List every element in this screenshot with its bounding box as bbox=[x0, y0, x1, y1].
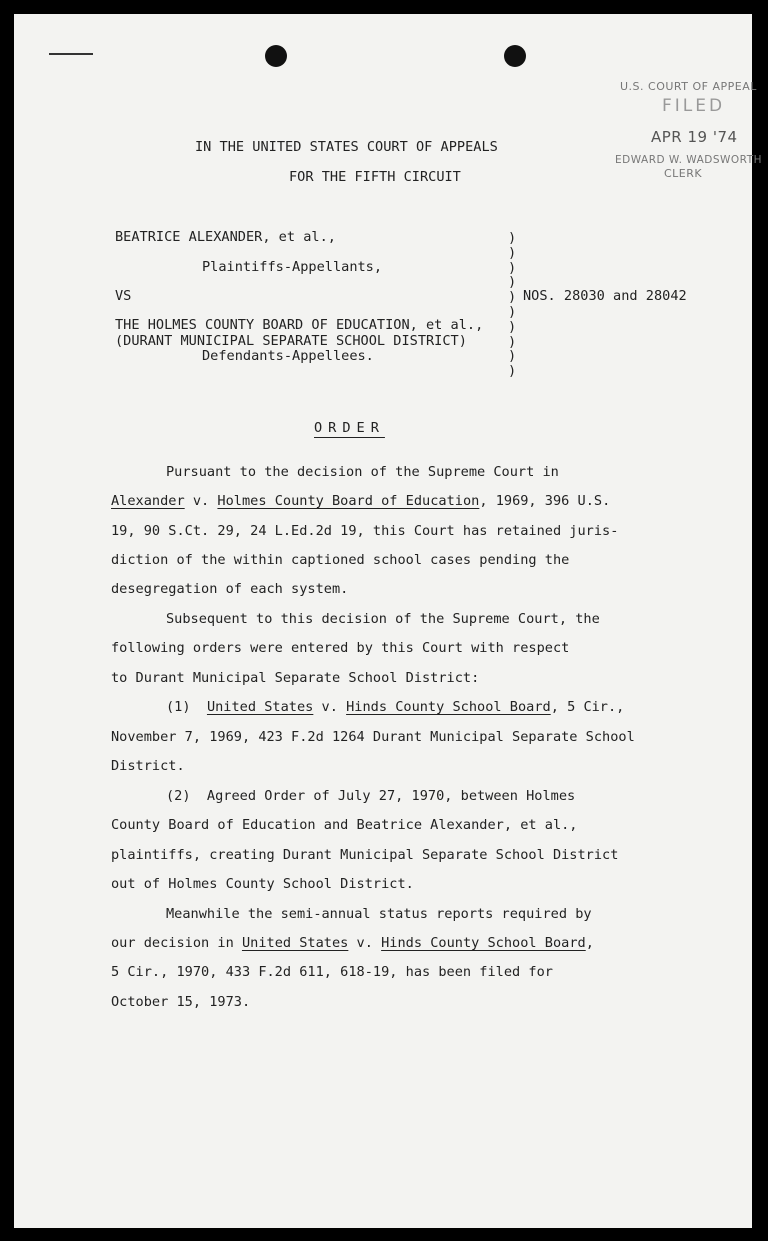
stamp-clerk-title: CLERK bbox=[664, 167, 703, 180]
item1-line1: (1) United States v. Hinds County School Board, 5 Cir., bbox=[166, 699, 625, 715]
item2-line4: out of Holmes County School District. bbox=[111, 876, 414, 892]
p1-line2: Alexander v. Holmes County Board of Education, 1969, 396 U.S. bbox=[111, 493, 611, 509]
p3-line2: our decision in United States v. Hinds County School Board, bbox=[111, 935, 594, 951]
document-page bbox=[14, 14, 763, 1228]
plaintiff-name: BEATRICE ALEXANDER, et al., bbox=[115, 229, 336, 245]
defendant-role: Defendants-Appellees. bbox=[202, 348, 374, 364]
case-alexander: Alexander bbox=[111, 493, 185, 509]
defendant-subtitle: (DURANT MUNICIPAL SEPARATE SCHOOL DISTRICT) bbox=[115, 333, 467, 349]
p1-line3: 19, 90 S.Ct. 29, 24 L.Ed.2d 19, this Court has retained juris- bbox=[111, 523, 619, 539]
case-united-states-2: United States bbox=[241, 935, 349, 951]
stamp-date: APR 19 '74 bbox=[651, 128, 738, 146]
stamp-clerk-name: EDWARD W. WADSWORTH bbox=[615, 154, 763, 166]
item1-line3: District. bbox=[111, 758, 185, 774]
caption-parentheses: ) ) ) ) ) ) ) ) ) ) bbox=[508, 230, 517, 380]
court-heading: IN THE UNITED STATES COURT OF APPEALS bbox=[195, 139, 498, 155]
case-hinds: Hinds County School Board bbox=[346, 699, 551, 715]
case-holmes: Holmes County Board of Education bbox=[217, 493, 480, 509]
p1-line1: Pursuant to the decision of the Supreme Court in bbox=[166, 464, 559, 480]
p2-line1: Subsequent to this decision of the Supreme Court, the bbox=[166, 611, 600, 627]
p2-line3: to Durant Municipal Separate School District: bbox=[111, 670, 480, 686]
versus: VS bbox=[115, 288, 132, 304]
case-numbers: NOS. 28030 and 28042 bbox=[523, 288, 687, 304]
item1-line2: November 7, 1969, 423 F.2d 1264 Durant Municipal Separate School bbox=[111, 729, 635, 745]
circuit-heading: FOR THE FIFTH CIRCUIT bbox=[289, 169, 461, 185]
p3-line4: October 15, 1973. bbox=[111, 994, 251, 1010]
p1-line5: desegregation of each system. bbox=[111, 581, 349, 597]
defendant-name: THE HOLMES COUNTY BOARD OF EDUCATION, et al., bbox=[115, 317, 484, 333]
p2-line2: following orders were entered by this Court with respect bbox=[111, 640, 570, 656]
plaintiff-role: Plaintiffs-Appellants, bbox=[202, 259, 383, 275]
case-united-states: United States bbox=[206, 699, 314, 715]
punch-hole-right bbox=[504, 45, 526, 67]
stamp-filed: FILED bbox=[662, 96, 726, 116]
item2-line3: plaintiffs, creating Durant Municipal Separate School District bbox=[111, 847, 619, 863]
pen-mark bbox=[49, 53, 93, 55]
item2-line2: County Board of Education and Beatrice Alexander, et al., bbox=[111, 817, 578, 833]
p3-line1: Meanwhile the semi-annual status reports required by bbox=[166, 906, 592, 922]
stamp-court: U.S. COURT OF APPEAL bbox=[620, 80, 757, 93]
punch-hole-left bbox=[265, 45, 287, 67]
order-title: ORDER bbox=[314, 420, 385, 436]
item2-line1: (2) Agreed Order of July 27, 1970, between Holmes bbox=[166, 788, 576, 804]
p3-line3: 5 Cir., 1970, 433 F.2d 611, 618-19, has been filed for bbox=[111, 964, 553, 980]
case-hinds-2: Hinds County School Board bbox=[381, 935, 586, 951]
p1-line4: diction of the within captioned school cases pending the bbox=[111, 552, 570, 568]
